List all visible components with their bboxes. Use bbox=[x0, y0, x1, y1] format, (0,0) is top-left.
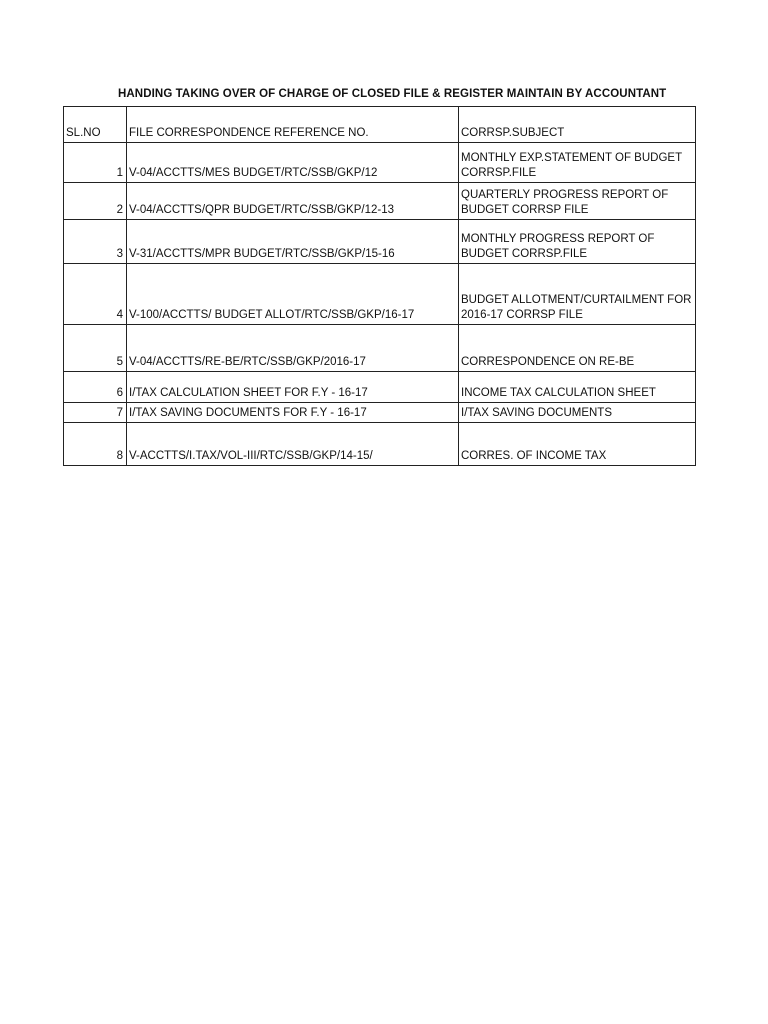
row-reference: V-ACCTTS/I.TAX/VOL-III/RTC/SSB/GKP/14-15/ bbox=[127, 423, 459, 466]
row-reference: I/TAX CALCULATION SHEET FOR F.Y - 16-17 bbox=[127, 372, 459, 403]
row-sl-no: 7 bbox=[64, 403, 127, 423]
row-subject: CORRESPONDENCE ON RE-BE bbox=[459, 325, 696, 372]
document-title: HANDING TAKING OVER OF CHARGE OF CLOSED FILE & REGISTER MAINTAIN BY ACCOUNTANT bbox=[118, 88, 667, 100]
table-row bbox=[64, 423, 696, 466]
row-sl-no: 1 bbox=[64, 143, 127, 183]
row-reference: V-31/ACCTTS/MPR BUDGET/RTC/SSB/GKP/15-16 bbox=[127, 220, 459, 264]
table-row bbox=[64, 264, 696, 325]
table-row bbox=[64, 220, 696, 264]
row-sl-no: 6 bbox=[64, 372, 127, 403]
row-sl-no: 2 bbox=[64, 183, 127, 220]
row-subject: INCOME TAX CALCULATION SHEET bbox=[459, 372, 696, 403]
row-subject: I/TAX SAVING DOCUMENTS bbox=[459, 403, 696, 423]
row-subject: QUARTERLY PROGRESS REPORT OF BUDGET CORRSP FILE bbox=[459, 183, 696, 220]
table-row bbox=[64, 403, 696, 423]
table-row bbox=[64, 372, 696, 403]
table-header-row bbox=[64, 107, 696, 143]
row-reference: V-04/ACCTTS/MES BUDGET/RTC/SSB/GKP/12 bbox=[127, 143, 459, 183]
row-reference: V-100/ACCTTS/ BUDGET ALLOT/RTC/SSB/GKP/16-17 bbox=[127, 264, 459, 325]
row-sl-no: 8 bbox=[64, 423, 127, 466]
row-subject: CORRES. OF INCOME TAX bbox=[459, 423, 696, 466]
table-row bbox=[64, 143, 696, 183]
row-subject: MONTHLY PROGRESS REPORT OF BUDGET CORRSP.FILE bbox=[459, 220, 696, 264]
row-subject: MONTHLY EXP.STATEMENT OF BUDGET CORRSP.FILE bbox=[459, 143, 696, 183]
table-row bbox=[64, 183, 696, 220]
row-subject: BUDGET ALLOTMENT/CURTAILMENT FOR 2016-17 CORRSP FILE bbox=[459, 264, 696, 325]
row-reference: I/TAX SAVING DOCUMENTS FOR F.Y - 16-17 bbox=[127, 403, 459, 423]
row-sl-no: 4 bbox=[64, 264, 127, 325]
row-reference: V-04/ACCTTS/RE-BE/RTC/SSB/GKP/2016-17 bbox=[127, 325, 459, 372]
row-reference: V-04/ACCTTS/QPR BUDGET/RTC/SSB/GKP/12-13 bbox=[127, 183, 459, 220]
header-subject: CORRSP.SUBJECT bbox=[459, 107, 696, 143]
header-reference: FILE CORRESPONDENCE REFERENCE NO. bbox=[127, 107, 459, 143]
row-sl-no: 3 bbox=[64, 220, 127, 264]
register-table bbox=[63, 106, 696, 466]
row-sl-no: 5 bbox=[64, 325, 127, 372]
header-sl-no: SL.NO bbox=[64, 107, 127, 143]
table-row bbox=[64, 325, 696, 372]
